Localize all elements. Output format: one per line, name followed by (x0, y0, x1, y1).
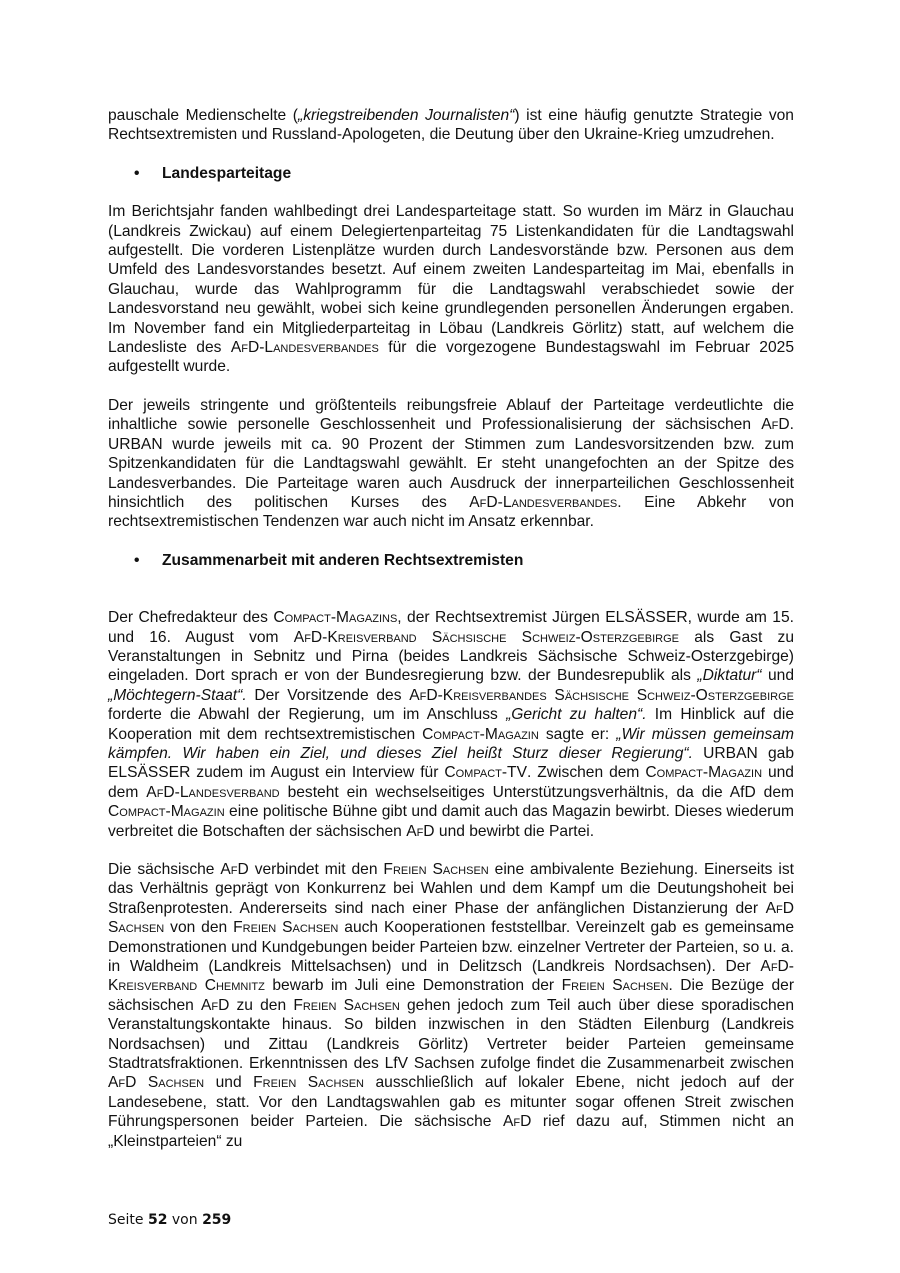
paragraph-landesparteitage-2: Der jeweils stringente und größtenteils reibungsfreie Ablauf der Parteitage verdeutlichte die inhaltliche sowie personelle Geschlossenheit und Professionalisierung der sächsischen AfD. URBAN wurde jeweils mit ca. 90 Prozent der Stimmen zum Landesvorsitzenden bzw. zum Spitzenkandidaten für die Landtagswahl gewählt. Er steht unangefochten an der Spitze des Landesverbandes. Die Parteitage waren auch Ausdruck der innerparteilichen Geschlossenheit hinsichtlich des politischen Kurses des AfD-Landesverbandes. Eine Abkehr von rechtsextremistischen Tendenzen war auch nicht im Ansatz erkennbar. (108, 396, 794, 531)
current-page-number: 52 (147, 1212, 168, 1228)
section-heading-zusammenarbeit (108, 551, 794, 570)
section-heading-landesparteitage (108, 164, 794, 183)
bullet-icon: • (134, 164, 140, 182)
heading-label: Landesparteitage (162, 164, 292, 182)
paragraph-freie-sachsen: Die sächsische AfD verbindet mit den Freien Sachsen eine ambivalente Beziehung. Einerseits ist das Verhältnis geprägt von Konkurrenz bei Wahlen und dem Kampf um die Deutungshoheit bei Straßenprotesten. Andererseits sind nach einer Phase der anfänglichen Distanzierung der AfD Sachsen von den Freien Sachsen auch Kooperationen feststellbar. Vereinzelt gab es gemeinsame Demonstrationen und Kundgebungen beider Parteien bzw. einzelner Vertreter der Parteien, so u. a. in Waldheim (Landkreis Mittelsachsen) und in Delitzsch (Landkreis Nordsachsen). Der AfD-Kreisverband Chemnitz bewarb im Juli eine Demonstration der Freien Sachsen. Die Bezüge der sächsischen AfD zu den Freien Sachsen gehen jedoch zum Teil auch über diese sporadischen Veranstaltungskontakte hinaus. So bilden inzwischen in den Städten Eilenburg (Landkreis Nordsachsen) und Zittau (Landkreis Görlitz) Vertreter beider Parteien gemeinsame Stadtratsfraktionen. Erkenntnissen des LfV Sachsen zufolge findet die Zusammenarbeit zwischen AfD Sachsen und Freien Sachsen ausschließlich auf lokaler Ebene, nicht jedoch auf der Landesebene, statt. Vor den Landtagswahlen gab es mitunter sogar offenen Streit zwischen Führungspersonen beider Parteien. Die sächsische AfD rief dazu auf, Stimmen nicht an „Kleinstparteien“ zu (108, 861, 795, 1150)
paragraph-compact: Der Chefredakteur des Compact-Magazins, der Rechtsextremist Jürgen ELSÄSSER, wurde am 15. und 16. August vom AfD-Kreisverband Sächsische Schweiz-Osterzgebirge als Gast zu Veranstaltungen in Sebnitz und Pirna (beides Landkreis Sächsische Schweiz-Osterzgebirge) eingeladen. Dort sprach er von der Bundesregierung bzw. der Bundesrepublik als „Diktatur“ und „Möchtegern-Staat“. Der Vorsitzende des AfD-Kreisverbandes Sächsische Schweiz-Osterzgebirge forderte die Abwahl der Regierung, um im Anschluss „Gericht zu halten“. Im Hinblick auf die Kooperation mit dem rechtsextremistischen Compact-Magazin sagte er: „Wir müssen gemeinsam kämpfen. Wir haben ein Ziel, und dieses Ziel heißt Sturz dieser Regierung“. URBAN gab ELSÄSSER zudem im August ein Interview für Compact-TV. Zwischen dem Compact-Magazin und dem AfD-Landesverband besteht ein wechselseitiges Unterstützungsverhältnis, da die AfD dem Compact-Magazin eine politische Bühne gibt und damit auch das Magazin bewirbt. Dieses wiederum verbreitet die Botschaften der sächsischen AfD und bewirbt die Partei. (108, 609, 795, 840)
total-page-count: 259 (202, 1212, 232, 1228)
document-page (108, 106, 794, 1151)
heading-label: Zusammenarbeit mit anderen Rechtsextremisten (162, 551, 524, 569)
bullet-icon: • (134, 551, 140, 569)
paragraph-intro: pauschale Medienschelte („kriegstreibenden Journalisten“) ist eine häufig genutzte Strategie von Rechtsextremisten und Russland-Apologeten, die Deutung über den Ukraine-Krieg umzudrehen. (108, 107, 794, 144)
paragraph-landesparteitage-1: Im Berichtsjahr fanden wahlbedingt drei Landesparteitage statt. So wurden im März in Glauchau (Landkreis Zwickau) auf einem Delegiertenparteitag 75 Listenkandidaten für die Landtagswahl aufgestellt. Die vorderen Listenplätze wurden durch Landesvorstände bzw. Personen aus dem Umfeld des Landesvorstandes besetzt. Auf einem zweiten Landesparteitag im Mai, ebenfalls in Glauchau, wurde das Wahlprogramm für die Landtagswahl verabschiedet sowie der Landesvorstand neu gewählt, wobei sich keine grundlegenden personellen Änderungen ergaben. Im November fand ein Mitgliederparteitag in Löbau (Landkreis Görlitz) statt, auf welchem die Landesliste des AfD-Landesverbandes für die vorgezogene Bundestagswahl im Februar 2025 aufgestellt wurde. (108, 203, 794, 376)
page-footer: Seite 52 von 259 (108, 1212, 232, 1228)
